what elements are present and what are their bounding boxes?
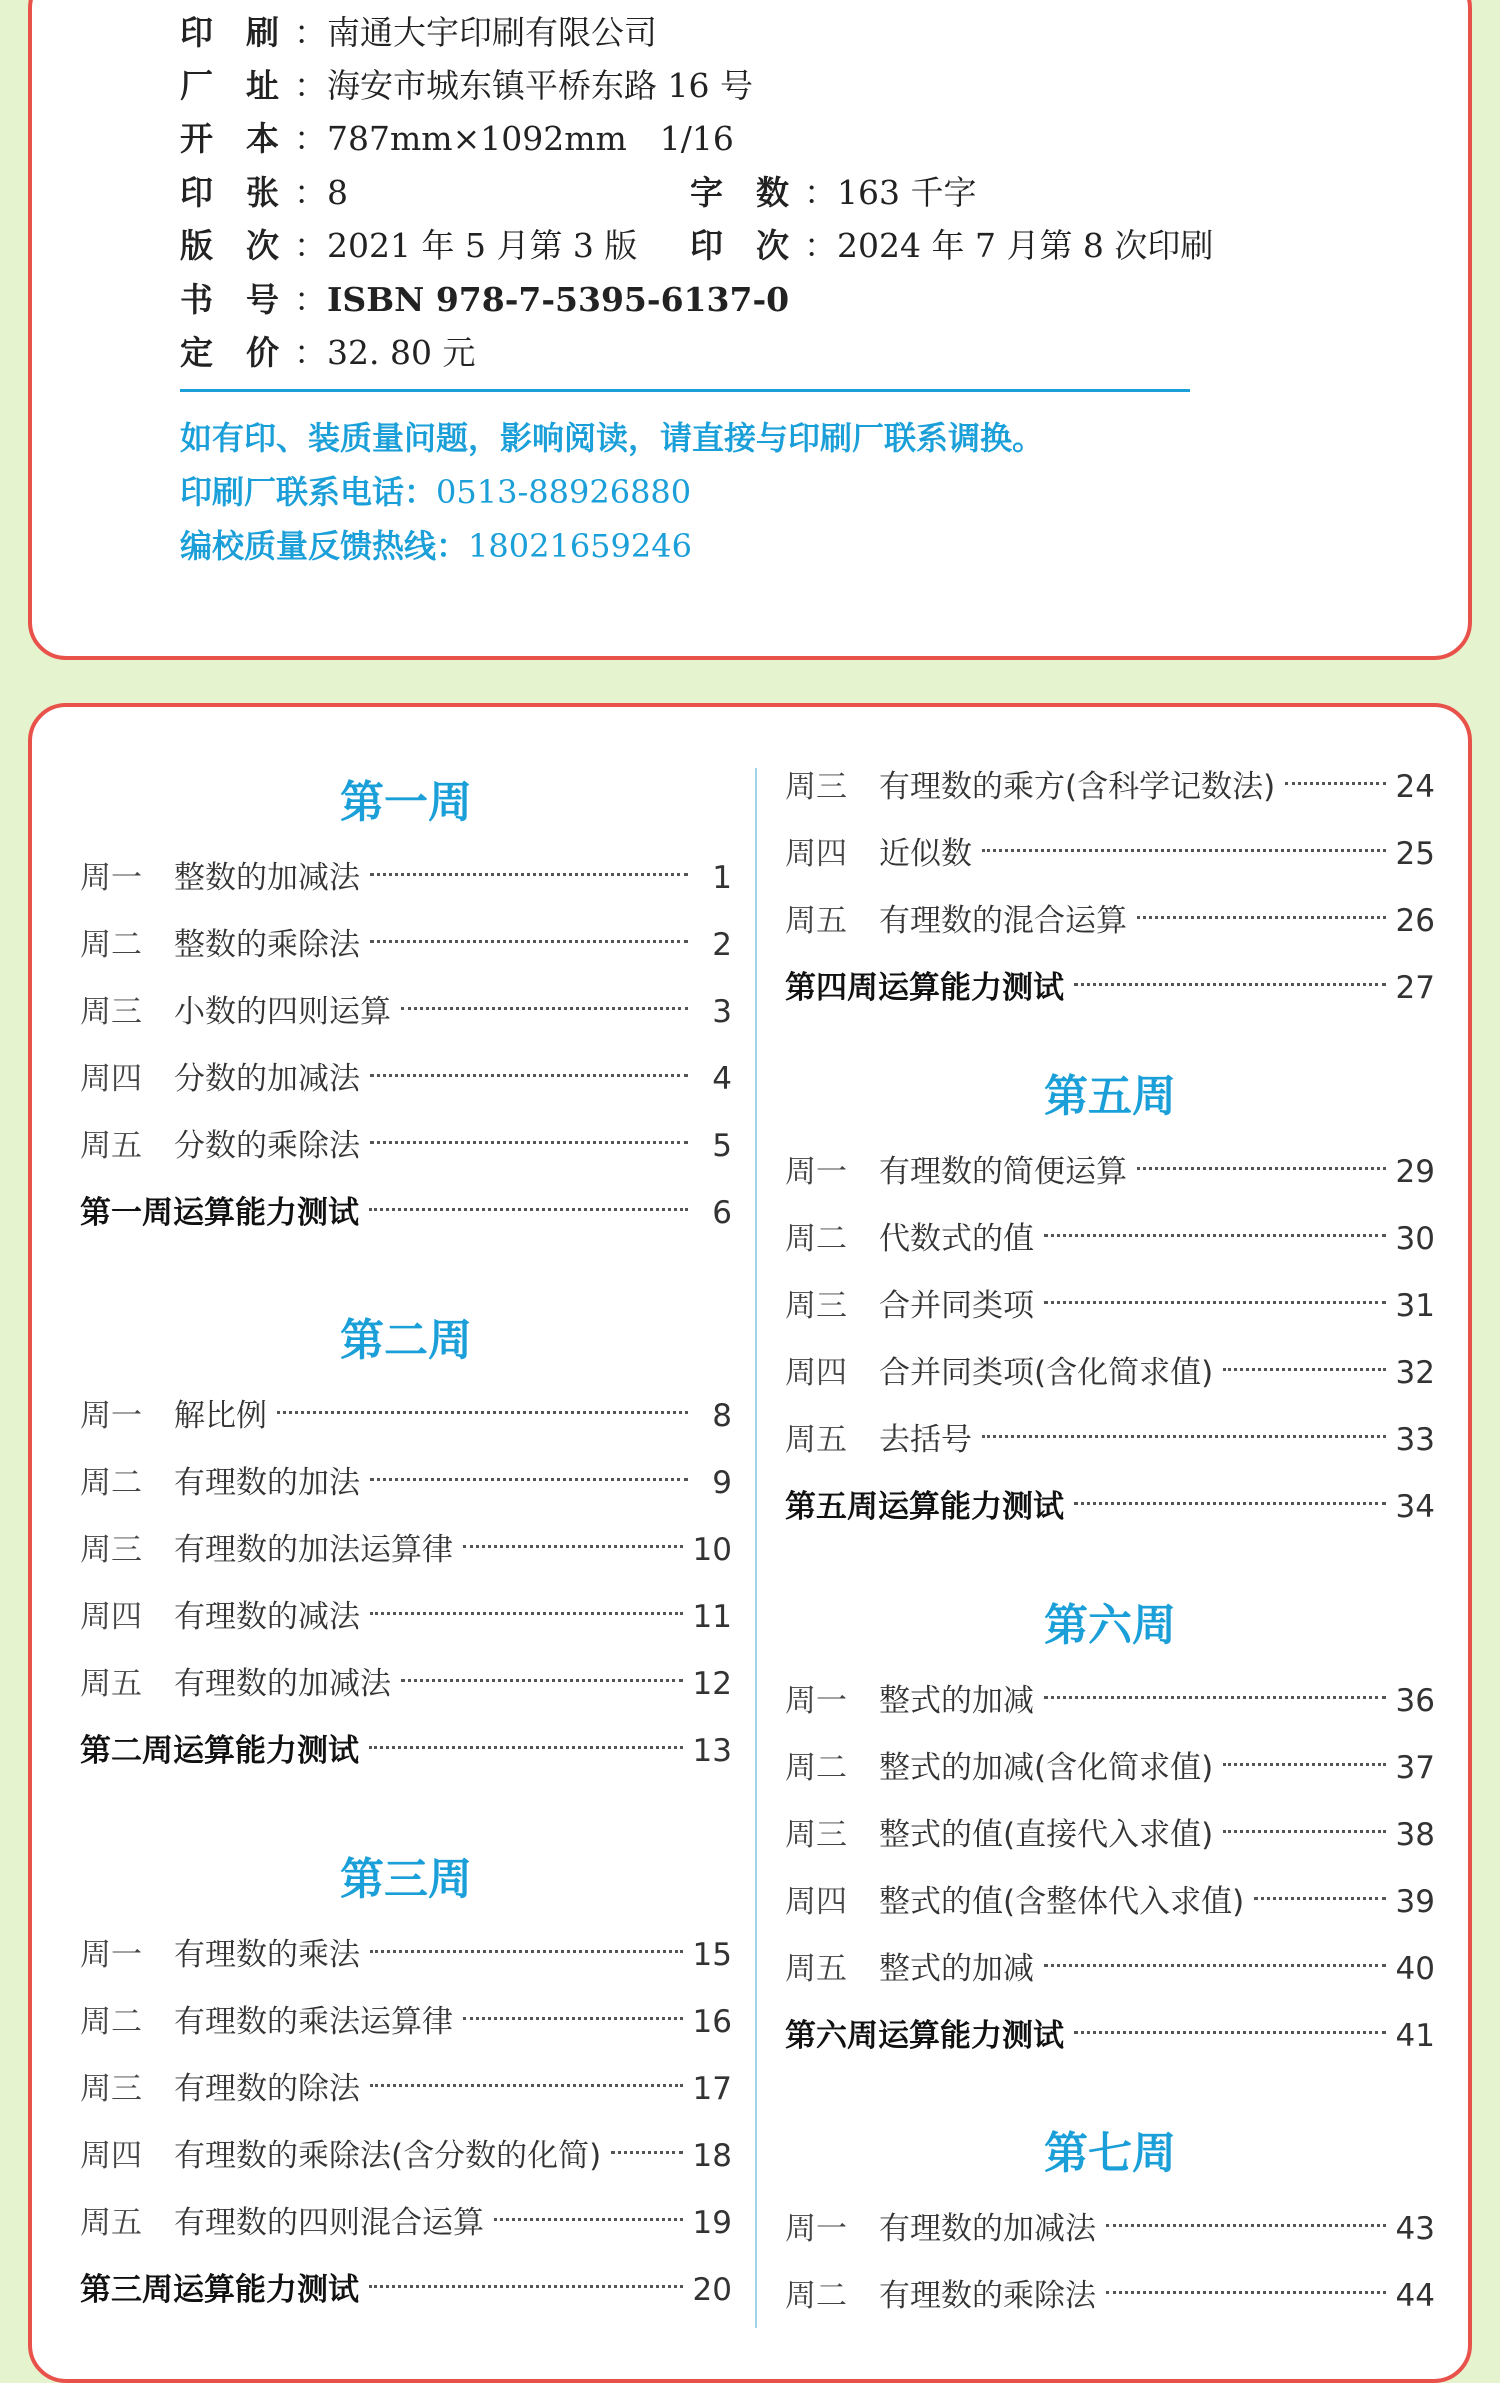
toc-page-number: 15 bbox=[692, 1937, 732, 1973]
toc-test-entry[interactable] bbox=[80, 1188, 732, 1238]
toc-title: 整数的加减法 bbox=[174, 860, 360, 896]
toc-entry[interactable] bbox=[80, 1659, 732, 1709]
toc-entry[interactable] bbox=[80, 1458, 732, 1508]
toc-day: 周五 bbox=[80, 1128, 142, 1164]
toc-day: 周四 bbox=[785, 1884, 847, 1920]
toc-leader-dots bbox=[369, 1208, 688, 1211]
toc-title: 有理数的加减法 bbox=[879, 2211, 1096, 2247]
toc-page-number: 19 bbox=[692, 2205, 732, 2241]
toc-title: 第五周运算能力测试 bbox=[785, 1489, 1064, 1525]
toc-page-number: 6 bbox=[712, 1195, 732, 1231]
week-heading: 第七周 bbox=[1044, 2128, 1176, 2179]
column-divider bbox=[755, 768, 757, 2328]
toc-day: 周二 bbox=[785, 1221, 847, 1257]
toc-page-number: 29 bbox=[1395, 1154, 1435, 1190]
toc-page-number: 13 bbox=[692, 1733, 732, 1769]
toc-leader-dots bbox=[463, 1545, 683, 1548]
colon: ： bbox=[294, 119, 327, 158]
toc-leader-dots bbox=[1137, 1167, 1386, 1170]
toc-page-number: 37 bbox=[1395, 1750, 1435, 1786]
toc-title: 第二周运算能力测试 bbox=[80, 1733, 359, 1769]
colophon-value: 32. 80 元 bbox=[327, 333, 476, 372]
toc-title: 合并同类项 bbox=[879, 1288, 1034, 1324]
colophon-value: 787mm×1092mm 1/16 bbox=[327, 119, 734, 158]
toc-title: 解比例 bbox=[174, 1398, 267, 1434]
toc-page-number: 25 bbox=[1395, 836, 1435, 872]
toc-page-number: 12 bbox=[692, 1666, 732, 1702]
toc-test-entry[interactable] bbox=[80, 2265, 732, 2315]
toc-title: 去括号 bbox=[879, 1422, 972, 1458]
toc-leader-dots bbox=[982, 849, 1386, 852]
toc-leader-dots bbox=[1074, 983, 1386, 986]
colon: ： bbox=[294, 13, 327, 52]
colophon-row bbox=[180, 328, 475, 378]
colophon-value: 2024 年 7 月第 8 次印刷 bbox=[837, 226, 1214, 265]
toc-title: 有理数的乘法运算律 bbox=[174, 2004, 453, 2040]
toc-entry[interactable] bbox=[80, 2064, 732, 2114]
toc-leader-dots bbox=[1044, 1964, 1386, 1967]
toc-title: 整式的值(含整体代入求值) bbox=[879, 1884, 1245, 1920]
toc-day: 周三 bbox=[785, 1288, 847, 1324]
week-heading: 第三周 bbox=[340, 1854, 472, 1905]
colophon-row bbox=[180, 275, 789, 325]
contact-note bbox=[180, 520, 692, 572]
toc-page-number: 3 bbox=[712, 994, 732, 1030]
toc-entry[interactable] bbox=[785, 2204, 1435, 2254]
contact-note bbox=[180, 412, 1044, 464]
toc-day: 周五 bbox=[80, 1666, 142, 1702]
toc-leader-dots bbox=[1137, 916, 1386, 919]
toc-page-number: 1 bbox=[712, 860, 732, 896]
toc-page-number: 4 bbox=[712, 1061, 732, 1097]
toc-page-number: 17 bbox=[692, 2071, 732, 2107]
toc-leader-dots bbox=[1106, 2291, 1386, 2294]
colophon-label: 字 数 bbox=[690, 173, 789, 212]
toc-day: 周五 bbox=[80, 2205, 142, 2241]
toc-entry[interactable] bbox=[785, 1281, 1435, 1331]
toc-entry[interactable] bbox=[785, 1348, 1435, 1398]
toc-day: 周五 bbox=[785, 903, 847, 939]
toc-page-number: 31 bbox=[1395, 1288, 1435, 1324]
toc-title: 有理数的混合运算 bbox=[879, 903, 1127, 939]
toc-title: 整式的加减 bbox=[879, 1951, 1034, 1987]
toc-leader-dots bbox=[1223, 1368, 1385, 1371]
toc-leader-dots bbox=[370, 1612, 683, 1615]
toc-entry[interactable] bbox=[785, 1676, 1435, 1726]
toc-day: 周三 bbox=[80, 994, 142, 1030]
toc-page-number: 26 bbox=[1395, 903, 1435, 939]
toc-leader-dots bbox=[370, 1074, 688, 1077]
toc-leader-dots bbox=[1074, 1502, 1386, 1505]
colon: ： bbox=[294, 66, 327, 105]
colon: ： bbox=[294, 333, 327, 372]
toc-page-number: 38 bbox=[1395, 1817, 1435, 1853]
colon: ： bbox=[294, 173, 327, 212]
toc-title: 有理数的乘除法(含分数的化简) bbox=[174, 2138, 602, 2174]
toc-page-number: 11 bbox=[692, 1599, 732, 1635]
toc-page-number: 33 bbox=[1395, 1422, 1435, 1458]
week-heading: 第二周 bbox=[340, 1315, 472, 1366]
toc-day: 周二 bbox=[80, 1465, 142, 1501]
toc-day: 周三 bbox=[785, 769, 847, 805]
toc-day: 周五 bbox=[785, 1951, 847, 1987]
phone-number: 0513-88926880 bbox=[436, 473, 692, 511]
toc-title: 第三周运算能力测试 bbox=[80, 2272, 359, 2308]
note-text: 编校质量反馈热线： bbox=[180, 527, 469, 565]
toc-leader-dots bbox=[1254, 1897, 1385, 1900]
toc-title: 有理数的乘除法 bbox=[879, 2278, 1096, 2314]
toc-leader-dots bbox=[1044, 1301, 1386, 1304]
toc-leader-dots bbox=[1106, 2224, 1386, 2227]
toc-title: 有理数的乘方(含科学记数法) bbox=[879, 769, 1276, 805]
toc-page-number: 8 bbox=[712, 1398, 732, 1434]
week-heading: 第六周 bbox=[1044, 1600, 1176, 1651]
toc-entry[interactable] bbox=[785, 1944, 1435, 1994]
toc-day: 周四 bbox=[80, 1061, 142, 1097]
toc-day: 周一 bbox=[80, 860, 142, 896]
toc-title: 近似数 bbox=[879, 836, 972, 872]
toc-title: 有理数的乘法 bbox=[174, 1937, 360, 1973]
toc-day: 周一 bbox=[785, 1154, 847, 1190]
toc-page-number: 32 bbox=[1395, 1355, 1435, 1391]
colophon-value: 163 千字 bbox=[837, 173, 977, 212]
toc-page-number: 5 bbox=[712, 1128, 732, 1164]
toc-test-entry[interactable] bbox=[785, 1482, 1435, 1532]
toc-leader-dots bbox=[370, 1141, 688, 1144]
toc-title: 有理数的除法 bbox=[174, 2071, 360, 2107]
toc-leader-dots bbox=[369, 2285, 683, 2288]
toc-page-number: 16 bbox=[692, 2004, 732, 2040]
toc-leader-dots bbox=[370, 1478, 688, 1481]
toc-entry[interactable] bbox=[80, 1997, 732, 2047]
toc-page-number: 2 bbox=[712, 927, 732, 963]
toc-title: 分数的加减法 bbox=[174, 1061, 360, 1097]
toc-page-number: 30 bbox=[1395, 1221, 1435, 1257]
toc-leader-dots bbox=[401, 1007, 688, 1010]
toc-leader-dots bbox=[401, 1679, 683, 1682]
colophon-label: 版 次 bbox=[180, 226, 279, 265]
toc-test-entry[interactable] bbox=[785, 2011, 1435, 2061]
toc-day: 周四 bbox=[80, 2138, 142, 2174]
toc-entry[interactable] bbox=[80, 920, 732, 970]
toc-entry[interactable] bbox=[785, 1877, 1435, 1927]
toc-day: 周一 bbox=[785, 1683, 847, 1719]
colophon-row bbox=[180, 168, 977, 218]
colon: ： bbox=[294, 280, 327, 319]
toc-entry[interactable] bbox=[80, 2131, 732, 2181]
note-text: 印刷厂联系电话： bbox=[180, 473, 437, 511]
toc-title: 整式的值(直接代入求值) bbox=[879, 1817, 1214, 1853]
colophon-label: 书 号 bbox=[180, 280, 279, 319]
toc-day: 周二 bbox=[80, 2004, 142, 2040]
toc-day: 周三 bbox=[80, 2071, 142, 2107]
toc-day: 周四 bbox=[80, 1599, 142, 1635]
colophon-label: 厂 址 bbox=[180, 66, 279, 105]
toc-entry[interactable] bbox=[785, 1810, 1435, 1860]
colophon-label: 印 刷 bbox=[180, 13, 279, 52]
toc-entry[interactable] bbox=[80, 2198, 732, 2248]
toc-leader-dots bbox=[982, 1435, 1386, 1438]
toc-leader-dots bbox=[1285, 782, 1385, 785]
toc-title: 有理数的减法 bbox=[174, 1599, 360, 1635]
toc-entry[interactable] bbox=[785, 762, 1435, 812]
toc-entry[interactable] bbox=[80, 1592, 732, 1642]
toc-page-number: 27 bbox=[1395, 970, 1435, 1006]
toc-entry[interactable] bbox=[80, 1054, 732, 1104]
toc-leader-dots bbox=[463, 2017, 683, 2020]
toc-leader-dots bbox=[370, 940, 688, 943]
toc-entry[interactable] bbox=[785, 1214, 1435, 1264]
toc-page-number: 18 bbox=[692, 2138, 732, 2174]
toc-entry[interactable] bbox=[785, 2271, 1435, 2321]
toc-day: 周二 bbox=[80, 927, 142, 963]
phone-number: 18021659246 bbox=[468, 527, 692, 565]
toc-title: 第六周运算能力测试 bbox=[785, 2018, 1064, 2054]
toc-entry[interactable] bbox=[80, 853, 732, 903]
week-heading: 第五周 bbox=[1044, 1071, 1176, 1122]
toc-day: 周三 bbox=[80, 1532, 142, 1568]
colon: ： bbox=[804, 226, 837, 265]
toc-title: 整式的加减(含化简求值) bbox=[879, 1750, 1214, 1786]
toc-day: 周四 bbox=[785, 1355, 847, 1391]
toc-leader-dots bbox=[370, 2084, 683, 2087]
toc-entry[interactable] bbox=[785, 1415, 1435, 1465]
colophon-row bbox=[180, 8, 657, 58]
toc-leader-dots bbox=[1074, 2031, 1386, 2034]
colophon-value: ISBN 978-7-5395-6137-0 bbox=[327, 280, 790, 319]
colophon-value: 南通大宇印刷有限公司 bbox=[327, 13, 657, 52]
toc-test-entry[interactable] bbox=[785, 963, 1435, 1013]
colon: ： bbox=[804, 173, 837, 212]
toc-entry[interactable] bbox=[80, 987, 732, 1037]
toc-title: 代数式的值 bbox=[879, 1221, 1034, 1257]
toc-title: 整数的乘除法 bbox=[174, 927, 360, 963]
toc-entry[interactable] bbox=[785, 1743, 1435, 1793]
toc-day: 周一 bbox=[80, 1398, 142, 1434]
toc-title: 小数的四则运算 bbox=[174, 994, 391, 1030]
toc-entry[interactable] bbox=[80, 1391, 732, 1441]
toc-page-number: 40 bbox=[1395, 1951, 1435, 1987]
colophon-value: 海安市城东镇平桥东路 16 号 bbox=[327, 66, 753, 105]
toc-page-number: 44 bbox=[1395, 2278, 1435, 2314]
toc-title: 有理数的四则混合运算 bbox=[174, 2205, 484, 2241]
toc-entry[interactable] bbox=[80, 1525, 732, 1575]
toc-title: 第一周运算能力测试 bbox=[80, 1195, 359, 1231]
toc-day: 周二 bbox=[785, 1750, 847, 1786]
toc-page-number: 10 bbox=[692, 1532, 732, 1568]
toc-page-number: 41 bbox=[1395, 2018, 1435, 2054]
toc-page-number: 20 bbox=[692, 2272, 732, 2308]
separator-line bbox=[180, 389, 1190, 392]
toc-page-number: 34 bbox=[1395, 1489, 1435, 1525]
toc-title: 有理数的加减法 bbox=[174, 1666, 391, 1702]
toc-leader-dots bbox=[1223, 1763, 1385, 1766]
toc-title: 分数的乘除法 bbox=[174, 1128, 360, 1164]
toc-entry[interactable] bbox=[80, 1121, 732, 1171]
toc-day: 周三 bbox=[785, 1817, 847, 1853]
toc-entry[interactable] bbox=[785, 829, 1435, 879]
toc-title: 第四周运算能力测试 bbox=[785, 970, 1064, 1006]
toc-entry[interactable] bbox=[785, 1147, 1435, 1197]
colophon-row bbox=[180, 61, 753, 111]
colophon-value: 2021 年 5 月第 3 版 bbox=[327, 226, 638, 265]
toc-leader-dots bbox=[369, 1746, 683, 1749]
toc-leader-dots bbox=[370, 873, 688, 876]
colophon-value: 8 bbox=[327, 173, 348, 212]
toc-title: 有理数的加法运算律 bbox=[174, 1532, 453, 1568]
toc-title: 有理数的加法 bbox=[174, 1465, 360, 1501]
toc-page-number: 43 bbox=[1395, 2211, 1435, 2247]
colophon-label: 定 价 bbox=[180, 333, 279, 372]
note-text: 如有印、装质量问题，影响阅读，请直接与印刷厂联系调换。 bbox=[180, 419, 1045, 457]
toc-page-number: 39 bbox=[1395, 1884, 1435, 1920]
toc-day: 周二 bbox=[785, 2278, 847, 2314]
toc-leader-dots bbox=[1044, 1696, 1386, 1699]
toc-day: 周四 bbox=[785, 836, 847, 872]
toc-leader-dots bbox=[494, 2218, 683, 2221]
toc-day: 周一 bbox=[785, 2211, 847, 2247]
contact-note bbox=[180, 466, 691, 518]
toc-page-number: 36 bbox=[1395, 1683, 1435, 1719]
toc-leader-dots bbox=[611, 2151, 682, 2154]
toc-day: 周五 bbox=[785, 1422, 847, 1458]
colophon-label: 印 张 bbox=[180, 173, 279, 212]
toc-title: 整式的加减 bbox=[879, 1683, 1034, 1719]
toc-day: 周一 bbox=[80, 1937, 142, 1973]
week-heading: 第一周 bbox=[340, 777, 472, 828]
toc-page-number: 9 bbox=[712, 1465, 732, 1501]
toc-leader-dots bbox=[1223, 1830, 1385, 1833]
colophon-label: 印 次 bbox=[690, 226, 789, 265]
toc-test-entry[interactable] bbox=[80, 1726, 732, 1776]
colophon-row bbox=[180, 221, 1214, 271]
toc-entry[interactable] bbox=[785, 896, 1435, 946]
toc-leader-dots bbox=[370, 1950, 683, 1953]
colophon-row bbox=[180, 114, 734, 164]
toc-entry[interactable] bbox=[80, 1930, 732, 1980]
toc-leader-dots bbox=[277, 1411, 688, 1414]
toc-page-number: 24 bbox=[1395, 769, 1435, 805]
toc-leader-dots bbox=[1044, 1234, 1386, 1237]
toc-title: 合并同类项(含化简求值) bbox=[879, 1355, 1214, 1391]
colophon-label: 开 本 bbox=[180, 119, 279, 158]
colon: ： bbox=[294, 226, 327, 265]
toc-title: 有理数的简便运算 bbox=[879, 1154, 1127, 1190]
